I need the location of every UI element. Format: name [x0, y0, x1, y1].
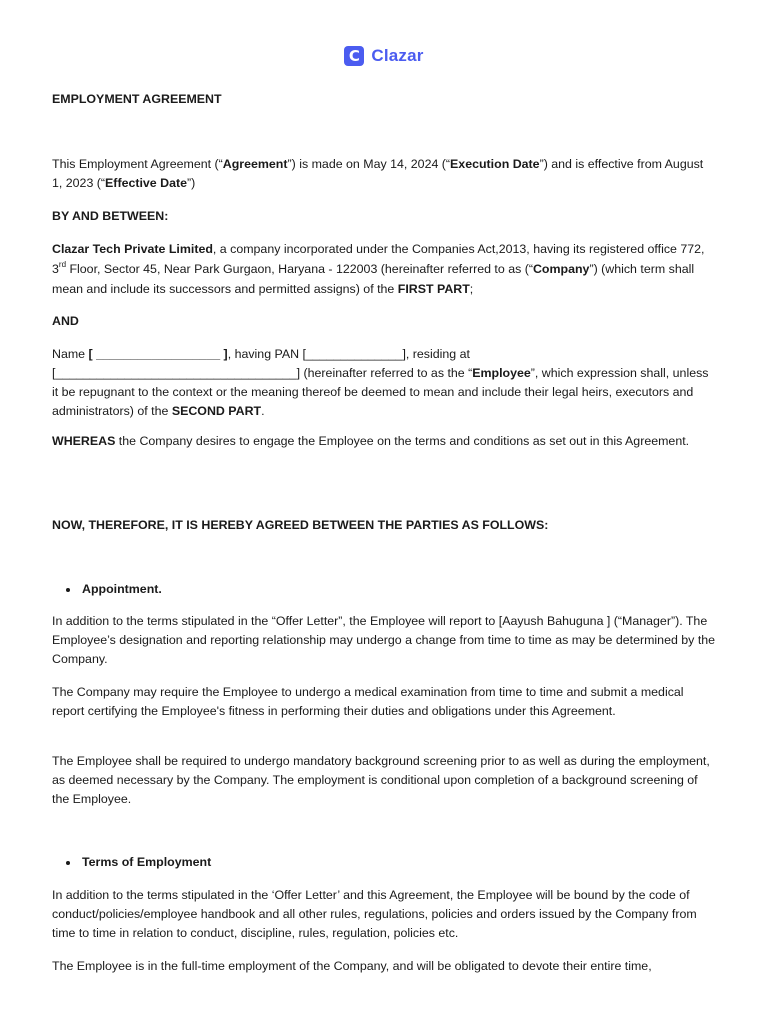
second-part-term: SECOND PART — [171, 404, 262, 418]
party-two-paragraph — [52, 345, 716, 421]
first-part-term: FIRST PART — [397, 282, 470, 296]
clazar-logo-icon: C — [344, 46, 364, 66]
execution-date-term: Execution Date — [450, 157, 540, 171]
agreement-term: Agreement — [222, 157, 288, 171]
appointment-heading — [70, 580, 162, 599]
intro-text-2: ”) is made on May 14, 2024 (“ — [287, 157, 451, 171]
intro-paragraph — [52, 155, 716, 193]
party-two-text-3: ”, which expression shall, unless it be repugnant to the context or the meaning thereof be deemed to mean and include their legal heirs, executors and administrators) of the — [52, 366, 709, 418]
whereas-term: WHEREAS — [52, 434, 116, 448]
intro-text-4: ”) — [187, 176, 196, 190]
terms-of-employment-heading — [70, 853, 211, 872]
party-two-text-2: , having PAN [______________], residing at [___________________________________] (hereinafter referred to as the “ — [52, 347, 473, 380]
terms-paragraph-2: The Employee is in the full-time employment of the Company, and will be obligated to devote their entire time, — [52, 959, 652, 973]
appointment-paragraph-2: The Company may require the Employee to undergo a medical examination from time to time and submit a medical report certifying the Employee's fitness in performing their duties and obligations under this Agreement. — [52, 685, 684, 718]
intro-text-1: This Employment Agreement (“ — [52, 157, 223, 171]
appointment-heading-label: Appointment. — [82, 582, 162, 596]
appointment-paragraph-3: The Employee shall be required to undergo mandatory background screening prior to as well as during the employment, as deemed necessary by the Company. The employment is conditional upon completion of a background screening of the Employee. — [52, 754, 710, 806]
terms-paragraph-1: In addition to the terms stipulated in the ‘Offer Letter’ and this Agreement, the Employee will be bound by the code of conduct/policies/employee handbook and all other rules, regulations, policies and orders issued by the Company from time to time in relation to conduct, discipline, rules, regulation, policies etc. — [52, 888, 697, 940]
party-one-text-1: , a company incorporated under the Companies Act,2013, having its registered office 772, 3 — [52, 242, 705, 276]
floor-superscript: rd — [58, 260, 67, 269]
whereas-text: the Company desires to engage the Employee on the terms and conditions as set out in this Agreement. — [115, 434, 690, 448]
company-name: Clazar Tech Private Limited — [52, 242, 213, 256]
party-two-text-4: . — [261, 404, 265, 418]
clazar-logo-text: Clazar — [371, 46, 424, 65]
party-one-paragraph — [52, 239, 716, 299]
employee-name-blank: [ __________________ ] — [88, 347, 228, 361]
effective-date-term: Effective Date — [105, 176, 187, 190]
whereas-paragraph — [52, 432, 716, 451]
intro-text-3: ”) and is effective from August 1, 2023 (“ — [52, 157, 704, 190]
appointment-paragraph-1: In addition to the terms stipulated in the “Offer Letter”, the Employee will report to [Aayush Bahuguna ] (“Manager”). The Employee’s designation and reporting relationship may undergo a change from time to time as may be determined by the Company. — [52, 614, 716, 666]
party-one-text-3: ”) (which term shall mean and include its successors and permitted assigns) of the — [52, 262, 695, 296]
party-one-text-2: Floor, Sector 45, Near Park Gurgaon, Haryana - 122003 (hereinafter referred to as (“ — [66, 262, 533, 276]
document-title: EMPLOYMENT AGREEMENT — [52, 92, 222, 106]
company-term: Company — [532, 262, 590, 276]
and-heading: AND — [52, 314, 79, 328]
by-and-between-heading: BY AND BETWEEN: — [52, 209, 169, 223]
employee-term: Employee — [472, 366, 531, 380]
party-two-text-1: Name — [52, 347, 89, 361]
terms-heading-label: Terms of Employment — [82, 855, 212, 869]
clazar-logo — [0, 46, 768, 66]
party-one-text-4: ; — [469, 282, 474, 296]
now-therefore-heading: NOW, THEREFORE, IT IS HEREBY AGREED BETWEEN THE PARTIES AS FOLLOWS: — [52, 518, 549, 532]
